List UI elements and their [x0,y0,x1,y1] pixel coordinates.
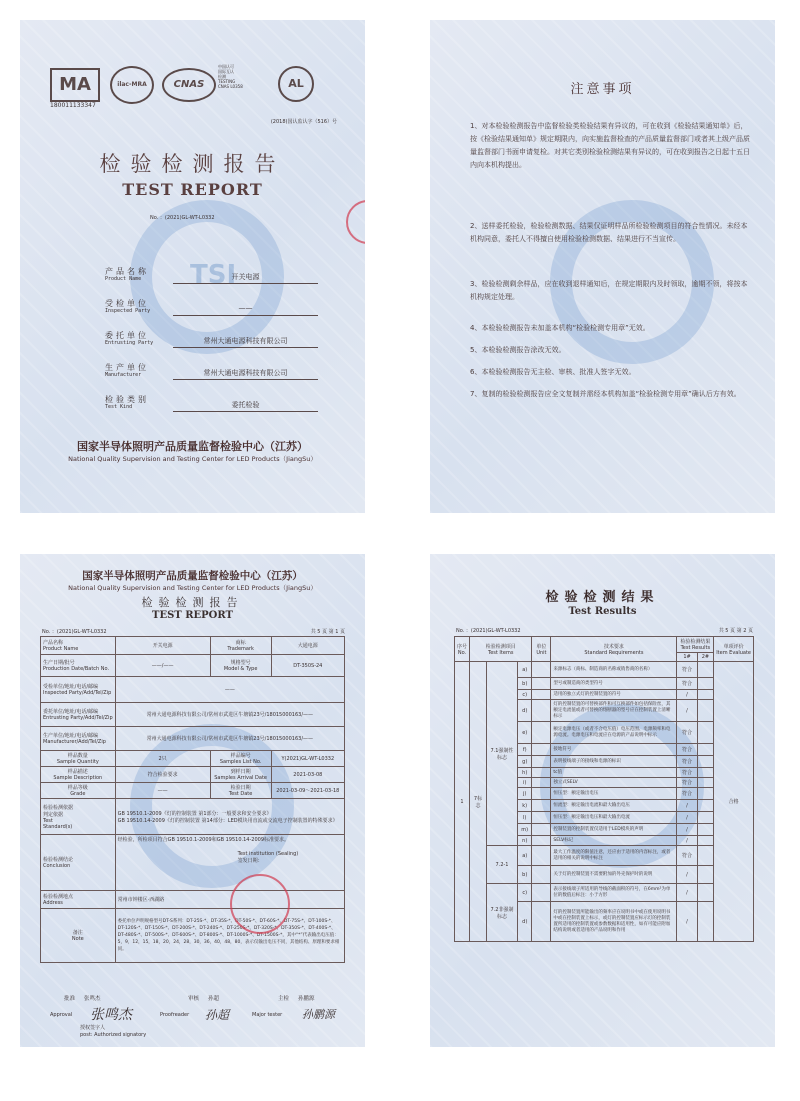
row-result-2 [697,778,714,788]
report-title-cn: 检验检测报告 [99,152,286,176]
org-name-en: National Quality Supervision and Testing Center for LED Products（JiangSu） [68,455,317,463]
row-result-2 [697,836,714,846]
cell-label: 检验检测结论 Conclusion [41,835,116,891]
field-value: 常州大通电源科技有限公司 [173,368,318,380]
notice-item: 4、本检验检测报告未加盖本机构“检验检测专用章”无效。 [470,324,650,332]
org-name-cn: 国家半导体照明产品质量监督检验中心（江苏） [77,440,308,453]
tester-name: 孙鹏源 [298,996,315,1002]
cell-value: 2021-03-09～2021-03-18 [271,783,344,799]
report-cover-page [20,20,365,513]
row-requirement: 关于灯的控制装置不需要附加的外壳保护时的说明 [551,866,677,884]
field-label-en: Entrusting Party [105,340,154,346]
row-unit [532,690,551,700]
cell-value: 常州市钟楼区·西湖路 [115,891,344,909]
header-no: 序号 No. [455,637,470,662]
page-info: 共 5 页 第 2 页 [718,628,753,634]
row-requirement: 适用的独立式灯的控制装置的符号 [551,690,677,700]
row-result-1: 符合 [677,722,697,744]
group-label: 7.2-1 [487,846,518,884]
row-unit [532,744,551,756]
report-number: No. ：(2021)GL-WT-L0332 [456,628,521,634]
row-sub-item: a) [518,662,532,678]
row-result-1: / [677,884,697,902]
row-unit [532,800,551,812]
row-sub-item: g) [518,756,532,768]
cell-value: 常州大通电源科技有限公司/常州市武进区牛塘镇23号/18015000163/—— [115,703,344,727]
tester-label-en: Major tester [252,1012,283,1018]
row-result-2 [697,884,714,902]
row-sub-item: i) [518,778,532,788]
result-row [455,846,754,866]
row-requirement: 来源标志（商标、制造商的名称或销售商的名称） [551,662,677,678]
report-title-cn: 检验检测报告 [141,596,244,609]
notice-item: 1、对本检验检测报告中监督检验类检验结果有异议的，可在收到《检验结果通知单》后，按《检验结果通知单》规定期限内，向实施监督检查的产品质量监督部门或者其上级产品质量监督部门书面申请复检。对其它类别检验检测结果有异议的，可在收到报告之日起十五日内向本机构提出。 [470,122,750,169]
section-name: 7标志 [470,662,487,942]
row-sub-item: h) [518,768,532,778]
field-label-en: Inspected Party [105,308,151,314]
cma-logo: MA [50,68,100,102]
row-result-2 [697,700,714,722]
notice-title: 注意事项 [570,82,635,97]
row-result-1: / [677,800,697,812]
row-sub-item: b) [518,866,532,884]
test-results-page [430,554,775,1047]
cert-code: (2018)国认监认字（516）号 [270,119,337,125]
row-unit [532,846,551,866]
result-row [455,884,754,902]
cma-number: 180011133347 [50,102,96,109]
row-result-1: / [677,690,697,700]
field-label: 委托单位 [105,331,149,340]
cell-value: 常州大通电源科技有限公司/常州市武进区牛塘镇23号/18015000163/—— [115,727,344,751]
row-result-2 [697,756,714,768]
results-title-en: Test Results [568,606,637,617]
cnas-caption: 中国认可 国际互认 检测 TESTING CNAS L0358 [218,64,243,89]
row-unit [532,722,551,744]
cell-label: 规格型号 Model & Type [210,655,271,677]
row-requirement: SELV标记 [551,836,677,846]
header-evaluate: 单项评价 Item Evaluate [714,637,754,662]
field-manufacturer [105,362,320,384]
row-sub-item: d) [518,700,532,722]
row-sub-item: b) [518,678,532,690]
header-results: 检验检测结果 Test Results [677,637,714,653]
row-unit [532,678,551,690]
ilac-logo: ilac-MRA [110,66,154,104]
field-label-en: Manufacturer [105,372,142,378]
field-value: —— [173,304,318,316]
cell-label: 样品编号 Samples List No. [210,751,271,767]
row-unit [532,836,551,846]
row-unit [532,768,551,778]
row-requirement: 灯的控制装置的可替换部件和可互换部件如包括保险丝，其额定电流值或者可替换的熔断器的型号应在控制装置上清晰标示 [551,700,677,722]
row-result-1: 符合 [677,744,697,756]
row-unit [532,884,551,902]
proofreader-label: 审核 [188,996,200,1002]
row-result-2 [697,902,714,942]
row-result-2 [697,678,714,690]
row-result-1: 符合 [677,768,697,778]
cell-value: 符合检验要求 [115,767,210,783]
row-result-2 [697,788,714,800]
group-label: 7.1强制性标志 [487,662,518,846]
row-requirement: 额定电源电压（或者不合电压值）电压范围、电源频率和电源电流。电源电压和电流应在电源的产品说明中标示 [551,722,677,744]
field-label: 产品名称 [105,267,149,276]
field-label: 生产单位 [105,363,149,372]
row-sub-item: m) [518,824,532,836]
row-result-2 [697,722,714,744]
cell-value: Y(2021)GL-WT-L0332 [271,751,344,767]
row-sub-item: l) [518,812,532,824]
report-number: No. ：(2021)GL-WT-L0332 [150,215,215,221]
row-result-2 [697,662,714,678]
row-result-1: 符合 [677,846,697,866]
row-result-1: / [677,812,697,824]
red-seal-stamp [230,874,290,934]
report-info-page [20,554,365,1047]
report-title-en: TEST REPORT [122,180,263,199]
cell-label: 备注 Note [41,909,116,963]
cell-label: 样品数量 Sample Quantity [41,751,116,767]
row-result-2 [697,846,714,866]
field-label-en: Test Kind [105,404,133,410]
field-value: 常州大通电源科技有限公司 [173,336,318,348]
row-requirement: 控制装置的控制装置仅适用于LED模块的声明 [551,824,677,836]
cell-label: 产品名称 Product Name [41,637,116,655]
cell-value: 开关电源 [115,637,210,655]
row-result-1: / [677,902,697,942]
cell-value: GB 19510.1-2009《灯的控制装置 第1部分：一般要求和安全要求》 GB 19510.14-2009《灯的控制装置 第14部分：LED模块用直流或交流电子控制装置的特殊要求》 [115,799,344,835]
row-result-1: 符合 [677,778,697,788]
row-requirement: 灯的控制装置所能输出的频率应在说明书中或在使用说明书中或在控制装置上标示，或灯的控制装置应标示灯的控制装置所适用的控制装置或参数数据和适用性，如有可能应附加结构说明或者适用的产品说明和作用 [551,902,677,942]
post-label: 授权签字人 [80,1025,106,1031]
cell-label: 生产单位/地址/电话/邮编 Manufacturer/Add/Tel/Zip [41,727,116,751]
results-table [454,636,754,942]
row-unit [532,700,551,722]
row-requirement: 表示接线端子所适用的导线的截面积的符号，在6mm²为单位的数值后标注：小于方形 [551,884,677,902]
notice-item: 2、送样委托检验，检验检测数据、结果仅证明样品所检验检测项目的符合性情况。未经本机构同意，委托人不得擅自使用检验检测数据、结果进行不当宣传。 [470,222,748,243]
row-requirement: 恒压型：额定输出电压和最大输出电流 [551,812,677,824]
row-sub-item: c) [518,690,532,700]
field-entrusting-party [105,330,320,352]
row-unit [532,662,551,678]
notice-item: 7、复制的检验检测报告应全文复制并需经本机构加盖“检验检测专用章”确认后方有效。 [470,390,741,398]
row-result-1: 符合 [677,678,697,690]
row-result-1: / [677,866,697,884]
proofreader-label-en: Proofreader [160,1012,190,1018]
cell-label: 受检单位/地址/电话/邮编 Inspected Party/Add/Tel/Zip [41,677,116,703]
field-value: 开关电源 [173,272,318,284]
row-result-2 [697,866,714,884]
notice-item: 3、检验检测剩余样品，应在收到退样通知后，在规定期限内及时领取，逾期不领，将按本机构规定处理。 [470,280,748,301]
org-name-cn: 国家半导体照明产品质量监督检验中心（江苏） [82,570,303,582]
cell-label: 到样日期 Samples Arrival Date [210,767,271,783]
tester-signature: 孙鹏源 [302,1008,335,1021]
cell-value: 委托单位声明规格型号DT-S系列：DT-25S-*、DT-35S-*、DT-50S-*、DT-60S-*、DT-75S-*、DT-100S-*、DT-120S-*、DT-150S-*、DT-200S-*、DT-240S-*、DT-250S-*、DT-320S-*、DT-350S-*、DT-400S-*、DT-480S-*、DT-500S-*、DT-600S-*、DT-800S-*、DT-1000S-*、DT-1500S-*，其中“*”代表输出电压值：5，9，12，15，18，20，24，28，30，36，40，48，80，表示仅输出电压不同，其他结构、原理和要求相同。 [115,909,344,963]
row-result-1: / [677,836,697,846]
row-sub-item: c) [518,884,532,902]
row-sub-item: a) [518,846,532,866]
row-requirement: 独立式SELV [551,778,677,788]
field-label: 受检单位 [105,299,149,308]
row-result-1: / [677,700,697,722]
cell-value: ——/—— [115,655,210,677]
results-title-cn: 检验检测结果 [545,590,660,605]
proofreader-signature: 孙超 [205,1008,230,1022]
row-result-1: / [677,824,697,836]
approval-label: 批准 [64,996,76,1002]
row-requirement: 恒压型：额定输出电压 [551,788,677,800]
header-requirements: 技术要求 Standard Requirements [551,637,677,662]
cell-value: 大通电源 [271,637,344,655]
conclusion-cell [115,835,344,891]
cell-label: 生产日期/批号 Production Date/Batch No. [41,655,116,677]
notice-item: 6、本检验检测报告无主检、审核、批准人签字无效。 [470,368,636,376]
row-result-2 [697,812,714,824]
cell-label: 样品描述 Sample Description [41,767,116,783]
cell-value: 2021-03-08 [271,767,344,783]
cell-label: 检验检测依据 判定依据 Test Standard(s) [41,799,116,835]
row-requirement: 型号或制造商的类型符号 [551,678,677,690]
row-unit [532,756,551,768]
cell-value: DT-350S-24 [271,655,344,677]
item-evaluation: 合格 [714,662,754,942]
report-number: No. ：(2021)GL-WT-L0332 [42,629,107,635]
watermark-text: TSI [190,260,237,290]
tester-label: 主检 [278,996,290,1002]
row-result-2 [697,800,714,812]
row-unit [532,788,551,800]
header-item: 检验检测项目 Test Items [470,637,532,662]
row-unit [532,812,551,824]
row-requirement: 最大工作温度的限值注意，还应由于适用的内容标注，或者适用的相关的说明中标注 [551,846,677,866]
row-unit [532,866,551,884]
al-logo: AL [278,66,314,102]
red-seal-stamp [346,200,365,244]
row-result-1: 符合 [677,756,697,768]
header-sample-1: 1# [677,653,697,662]
row-unit [532,778,551,788]
cell-value: —— [115,677,344,703]
field-label: 检验类别 [105,395,149,404]
seal-caption: Test institution (Sealing) 签发日期： [237,851,299,864]
row-result-1: 符合 [677,662,697,678]
org-name-en: National Quality Supervision and Testing Center for LED Products（JiangSu） [68,584,317,592]
approval-signature: 张鸣杰 [90,1007,132,1023]
row-result-2 [697,824,714,836]
row-sub-item: f) [518,744,532,756]
proofreader-name: 孙超 [208,996,220,1002]
report-title-en: TEST REPORT [152,610,233,621]
group-label: 7.2非强制标志 [487,884,518,942]
row-requirement: 接地符号 [551,744,677,756]
row-result-1: 符合 [677,788,697,800]
row-requirement: 表明接线端子的接线和电源的标识 [551,756,677,768]
cell-label: 样品等级 Grade [41,783,116,799]
approval-label-en: Approval [50,1012,73,1018]
report-info-table [40,636,345,963]
row-sub-item: e) [518,722,532,744]
row-requirement: 恒流型：额定输出电流和最大输出电压 [551,800,677,812]
row-sub-item: n) [518,836,532,846]
results-body [455,662,754,942]
cell-label: 商标 Trademark [210,637,271,655]
section-number: 1 [455,662,470,942]
approval-name: 张鸣杰 [84,996,101,1002]
row-requirement: tc值 [551,768,677,778]
field-value: 委托检验 [173,400,318,412]
header-unit: 单位 Unit [532,637,551,662]
row-sub-item: j) [518,788,532,800]
row-unit [532,824,551,836]
cell-label: 检验检测地点 Address [41,891,116,909]
result-row [455,662,754,678]
page-info: 共 5 页 第 1 页 [310,629,345,635]
row-sub-item: k) [518,800,532,812]
row-result-2 [697,744,714,756]
cell-label: 检验日期 Test Date [210,783,271,799]
cell-value: 经检验，所检项目符合GB 19510.1-2009和GB 19510.14-2009标准要求。 [117,837,290,843]
row-unit [532,902,551,942]
field-product-name [105,266,320,288]
row-result-2 [697,768,714,778]
row-sub-item: d) [518,902,532,942]
row-result-2 [697,690,714,700]
cnas-logo: CNAS [162,68,216,102]
field-label-en: Product Name [105,276,142,282]
post-label-en: post: Authorized signatory [80,1032,147,1038]
notice-item: 5、本检验检测报告涂改无效。 [470,346,566,354]
cell-value: 2只 [115,751,210,767]
notice-page [430,20,775,513]
field-inspected-party [105,298,320,320]
cell-value: —— [115,783,210,799]
header-sample-2: 2# [697,653,714,662]
field-test-kind [105,394,320,416]
cell-label: 委托单位/地址/电话/邮编 Entrusting Party/Add/Tel/Zip [41,703,116,727]
